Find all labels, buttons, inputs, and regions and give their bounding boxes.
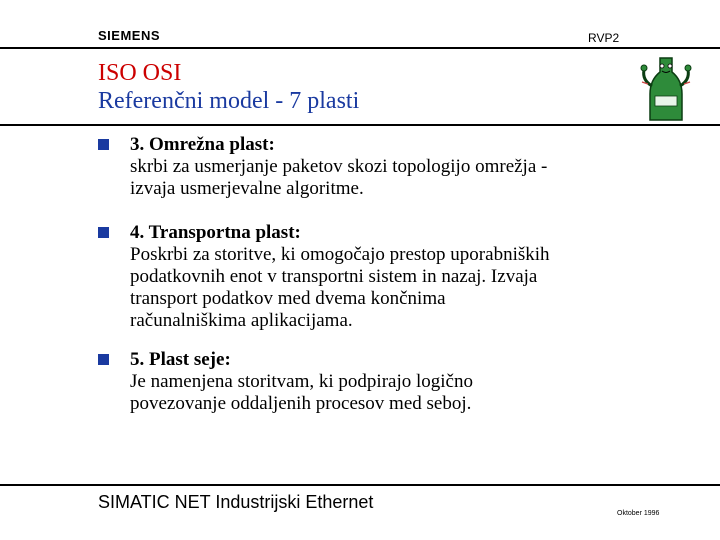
bullet-transport-layer xyxy=(98,222,638,332)
bullet-line: transport podatkov med dvema končnima xyxy=(130,288,446,309)
siemens-logo: SIEMENS xyxy=(98,28,161,43)
bullet-heading: 4. Transportna plast: xyxy=(130,222,301,243)
slide-code: RVP2 xyxy=(588,31,620,45)
square-bullet-icon xyxy=(98,139,109,150)
bullet-line: podatkovnih enot v transportni sistem in nazaj. Izvaja xyxy=(130,266,538,287)
bullet-heading: 5. Plast seje: xyxy=(130,349,231,370)
bullet-line: skrbi za usmerjanje paketov skozi topologijo omrežja - xyxy=(130,156,548,177)
square-bullet-icon xyxy=(98,227,109,238)
footer-rule xyxy=(0,484,720,486)
header-rule xyxy=(0,47,720,49)
bullet-line: računalniškima aplikacijama. xyxy=(130,310,353,331)
bullet-line: povezovanje oddaljenih procesov med seboj. xyxy=(130,393,472,414)
bullet-session-layer xyxy=(98,349,638,415)
square-bullet-icon xyxy=(98,354,109,365)
slide-subtitle: Referenčni model - 7 plasti xyxy=(98,88,360,114)
bullet-network-layer xyxy=(98,134,638,200)
bullet-line: Poskrbi za storitve, ki omogočajo prestop uporabniških xyxy=(130,244,550,265)
footer-date: Oktober 1996 xyxy=(617,510,660,517)
title-rule xyxy=(0,124,720,126)
footer-title: SIMATIC NET Industrijski Ethernet xyxy=(98,492,374,512)
bullet-line: izvaja usmerjevalne algoritme. xyxy=(130,178,364,199)
bottle-mascot-icon xyxy=(638,50,694,124)
bullet-line: Je namenjena storitvam, ki podpirajo logično xyxy=(130,371,473,392)
slide-title: ISO OSI xyxy=(98,60,182,86)
bullet-heading: 3. Omrežna plast: xyxy=(130,134,275,155)
